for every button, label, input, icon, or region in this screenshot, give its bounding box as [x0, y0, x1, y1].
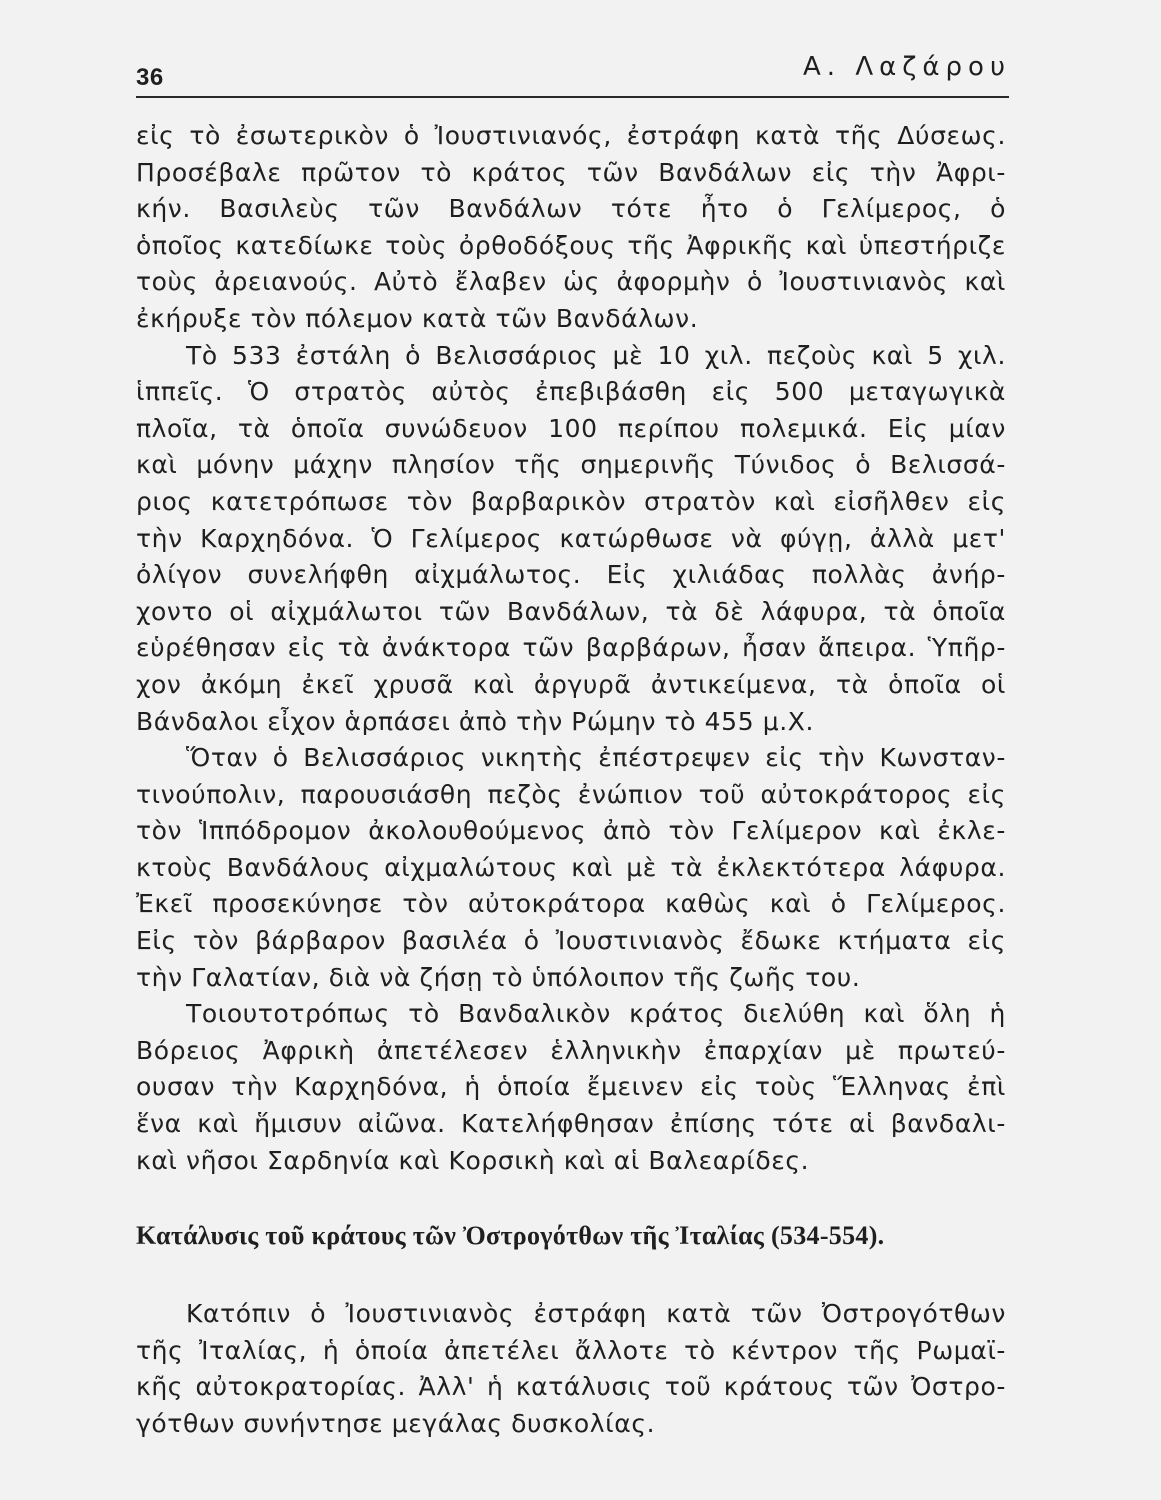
text-line: Βόρειος Ἀφρικὴ ἀπετέλεσεν ἑλληνικὴν ἐπαρχίαν μὲ πρωτεύ-	[136, 1035, 1006, 1065]
text-line: Βάνδαλοι εἶχον ἁρπάσει ἀπὸ τὴν Ρώμην τὸ 455 μ.Χ.	[136, 706, 815, 736]
text-line: εὑρέθησαν εἰς τὰ ἀνάκτορα τῶν βαρβάρων, ἦσαν ἄπειρα. Ὑπῆρ-	[136, 633, 1006, 663]
text-line: κτοὺς Βανδάλους αἰχμαλώτους καὶ μὲ τὰ ἐκλεκτότερα λάφυρα.	[136, 852, 1006, 882]
paragraph-conclusion	[136, 996, 1006, 1179]
text-line: τὴν Καρχηδόνα. Ὁ Γελίμερος κατώρθωσε νὰ φύγῃ, ἀλλὰ μετ'	[136, 523, 1006, 553]
paragraph-ostrogoths	[136, 1296, 1006, 1442]
running-head-author: Α. Λαζάρου	[803, 52, 1011, 82]
text-line: Κατόπιν ὁ Ἰουστινιανὸς ἐστράφη κατὰ τῶν Ὀστρογότθων	[186, 1299, 1006, 1329]
text-line: πλοῖα, τὰ ὁποῖα συνώδευον 100 περίπου πολεμικά. Εἰς μίαν	[136, 413, 1006, 443]
text-line: καὶ νῆσοι Σαρδηνία καὶ Κορσικὴ καὶ αἱ Βαλεαρίδες.	[136, 1145, 810, 1175]
text-line: ριος κατετρόπωσε τὸν βαρβαρικὸν στρατὸν καὶ εἰσῆλθεν εἰς	[136, 486, 1006, 516]
section-heading: Κατάλυσις τοῦ κράτους τῶν Ὀστρογότθων τῆς Ἰταλίας (534-554).	[136, 1221, 885, 1251]
text-line: ἱππεῖς. Ὁ στρατὸς αὐτὸς ἐπεβιβάσθη εἰς 500 μεταγωγικὰ	[136, 377, 1006, 407]
text-line: χον ἀκόμη ἐκεῖ χρυσᾶ καὶ ἀργυρᾶ ἀντικείμενα, τὰ ὁποῖα οἱ	[136, 669, 1006, 699]
text-line: τοὺς ἀρειανούς. Αὐτὸ ἔλαβεν ὡς ἀφορμὴν ὁ Ἰουστινιανὸς καὶ	[136, 267, 1006, 297]
text-line: Προσέβαλε πρῶτον τὸ κράτος τῶν Βανδάλων εἰς τὴν Ἀφρι-	[136, 157, 1006, 187]
paragraph-vandal-campaign	[136, 118, 1006, 338]
text-line: κήν. Βασιλεὺς τῶν Βανδάλων τότε ἦτο ὁ Γελίμερος, ὁ	[136, 194, 1006, 224]
text-line: καὶ μόνην μάχην πλησίον τῆς σημερινῆς Τύνιδος ὁ Βελισσά-	[136, 450, 1006, 480]
paragraph-belisarius-expedition	[136, 338, 1006, 741]
text-line: ἐκήρυξε τὸν πόλεμον κατὰ τῶν Βανδάλων.	[136, 303, 699, 333]
text-line: κῆς αὐτοκρατορίας. Ἀλλ' ἡ κατάλυσις τοῦ κράτους τῶν Ὀστρο-	[136, 1372, 1006, 1402]
text-line: τῆς Ἰταλίας, ἡ ὁποία ἀπετέλει ἄλλοτε τὸ κέντρον τῆς Ρωμαϊ-	[136, 1335, 1006, 1365]
text-line: Τὸ 533 ἐστάλη ὁ Βελισσάριος μὲ 10 χιλ. πεζοὺς καὶ 5 χιλ.	[186, 340, 1006, 370]
header-rule	[136, 96, 1009, 98]
paragraph-triumph	[136, 740, 1006, 996]
text-line: Ἐκεῖ προσεκύνησε τὸν αὐτοκράτορα καθὼς καὶ ὁ Γελίμερος.	[136, 889, 1006, 919]
text-line: ουσαν τὴν Καρχηδόνα, ἡ ὁποία ἔμεινεν εἰς τοὺς Ἕλληνας ἐπὶ	[136, 1072, 1006, 1102]
text-line: γότθων συνήντησε μεγάλας δυσκολίας.	[136, 1409, 656, 1438]
text-line: τινούπολιν, παρουσιάσθη πεζὸς ἐνώπιον τοῦ αὐτοκράτορος εἰς	[136, 779, 1006, 809]
text-line: ἕνα καὶ ἥμισυν αἰῶνα. Κατελήφθησαν ἐπίσης τότε αἱ βανδαλι-	[136, 1109, 1006, 1139]
text-line: χοντο οἱ αἰχμάλωτοι τῶν Βανδάλων, τὰ δὲ λάφυρα, τὰ ὁποῖα	[136, 596, 1006, 626]
body-text	[136, 118, 1006, 1443]
text-line: ὁποῖος κατεδίωκε τοὺς ὀρθοδόξους τῆς Ἀφρικῆς καὶ ὑπεστήριζε	[136, 230, 1006, 260]
text-line: ὀλίγον συνελήφθη αἰχμάλωτος. Εἰς χιλιάδας πολλὰς ἀνήρ-	[136, 560, 1006, 590]
text-line: τὸν Ἱππόδρομον ἀκολουθούμενος ἀπὸ τὸν Γελίμερον καὶ ἐκλε-	[136, 816, 1006, 846]
text-line: Ὅταν ὁ Βελισσάριος νικητὴς ἐπέστρεψεν εἰς τὴν Κωνσταν-	[186, 743, 1006, 773]
page-number: 36	[136, 64, 164, 91]
text-line: Εἰς τὸν βάρβαρον βασιλέα ὁ Ἰουστινιανὸς ἔδωκε κτήματα εἰς	[136, 926, 1006, 956]
text-line: Τοιουτοτρόπως τὸ Βανδαλικὸν κράτος διελύθη καὶ ὅλη ἡ	[186, 999, 1006, 1029]
text-line: εἰς τὸ ἐσωτερικὸν ὁ Ἰουστινιανός, ἐστράφη κατὰ τῆς Δύσεως.	[136, 121, 1006, 150]
text-line: τὴν Γαλατίαν, διὰ νὰ ζήσῃ τὸ ὑπόλοιπον τῆς ζωῆς του.	[136, 962, 861, 992]
